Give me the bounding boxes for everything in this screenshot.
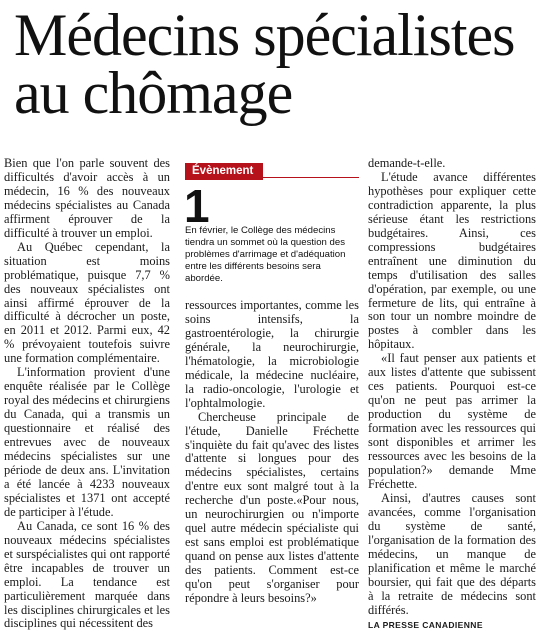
event-rule: [185, 177, 359, 178]
event-badge: Évènement: [185, 163, 263, 180]
headline-line-2: au chômage: [14, 60, 293, 126]
article-paragraph: Ainsi, d'autres causes sont avancées, comme l'organisation du système de santé, l'organisation de la formation des médecins, un manque de planification et même le marché boursier, qui fait que des départs à la retraite de médecins sont différés.: [368, 490, 536, 617]
article-paragraph: Bien que l'on parle souvent des difficultés d'avoir accès à un médecin, 16 % des nouveaux médecins spécialistes au Canada affirment éprouver de la difficulté à trouver un emploi.: [4, 156, 170, 240]
event-text: En février, le Collège des médecins tiendra un sommet où la question des problèmes d'arrimage et d'adéquation entre les différents besoins sera abordée.: [185, 225, 346, 284]
article-paragraph: L'étude avance différentes hypothèses pour expliquer cette contradiction apparente, la plus sérieuse étant les restrictions budgétaires. Ainsi, ces compressions budgétaires entraînent une diminution du temps d'utilisation des salles d'opération, par exemple, ou une fermeture de lits, qui entraîne à son tour un nombre moindre de postes à combler dans les hôpitaux.: [368, 169, 536, 352]
article-column-2: [185, 299, 359, 606]
article-paragraph: L'information provient d'une enquête réalisée par le Collège royal des médecins et chirurgiens du Canada, qui a transmis un questionnaire et réalisé des entrevues avec de nouveaux médecins spécialistes sur une période de deux ans. L'invitation a été lancée à 4233 nouveaux spécialistes et 1371 ont accepté de participer à l'étude.: [4, 365, 170, 519]
article-paragraph: ressources importantes, comme les soins intensifs, la gastroentérologie, la chirurgie générale, la neurochirurgie, l'hématologie, la microbiologie médicale, la médecine nucléaire, la radio-oncologie, l'urologie et l'ophtalmologie.: [185, 298, 359, 410]
article-paragraph: Au Québec cependant, la situation est moins problématique, puisque 7,7 % des nouveaux spécialistes ont ainsi affirmé éprouver de la difficulté à décrocher un poste, en 2011 et 2012. Parmi eux, 42 % prévoyaient toutefois suivre une formation complémentaire.: [4, 239, 170, 366]
article-paragraph: «Il faut penser aux patients et aux listes d'attente que subissent ces patients. Pourquoi est-ce qu'on ne peut pas arrimer la production du système de formation avec les ressources qui sont disponibles et arrimer les ressources avec les besoins de la population?» demande Mme Fréchette.: [368, 351, 536, 491]
headline-line-1: Médecins spécialistes: [14, 2, 515, 68]
article-paragraph: demande-t-elle.: [368, 156, 446, 170]
article-paragraph: Au Canada, ce sont 16 % des nouveaux médecins spécialistes et surspécialistes qui ont rapporté être incapables de trouver un emploi. La tendance est particulièrement marquée dans les disciplines chirurgicales et les disciplines qui nécessitent des: [4, 518, 170, 631]
event-sidebar: [185, 157, 359, 285]
article-credit: LA PRESSE CANADIENNE: [368, 620, 483, 631]
headline: [14, 2, 534, 126]
event-number: 1: [184, 180, 210, 232]
article-column-1: [4, 157, 170, 631]
article-column-3: [368, 157, 536, 633]
article-paragraph: Chercheuse principale de l'étude, Danielle Fréchette s'inquiète du fait qu'avec des listes d'attente si longues pour des médecins spécialistes, certains d'entre eux sont malgré tout à la recherche d'un poste.«Pour nous, un neurochirurgien ou n'importe quel autre médecin spécialiste qui est sans emploi est problématique quand on pense aux listes d'attente des patients. Comment est-ce qu'on peut s'organiser pour répondre à leurs besoins?»: [185, 409, 359, 606]
